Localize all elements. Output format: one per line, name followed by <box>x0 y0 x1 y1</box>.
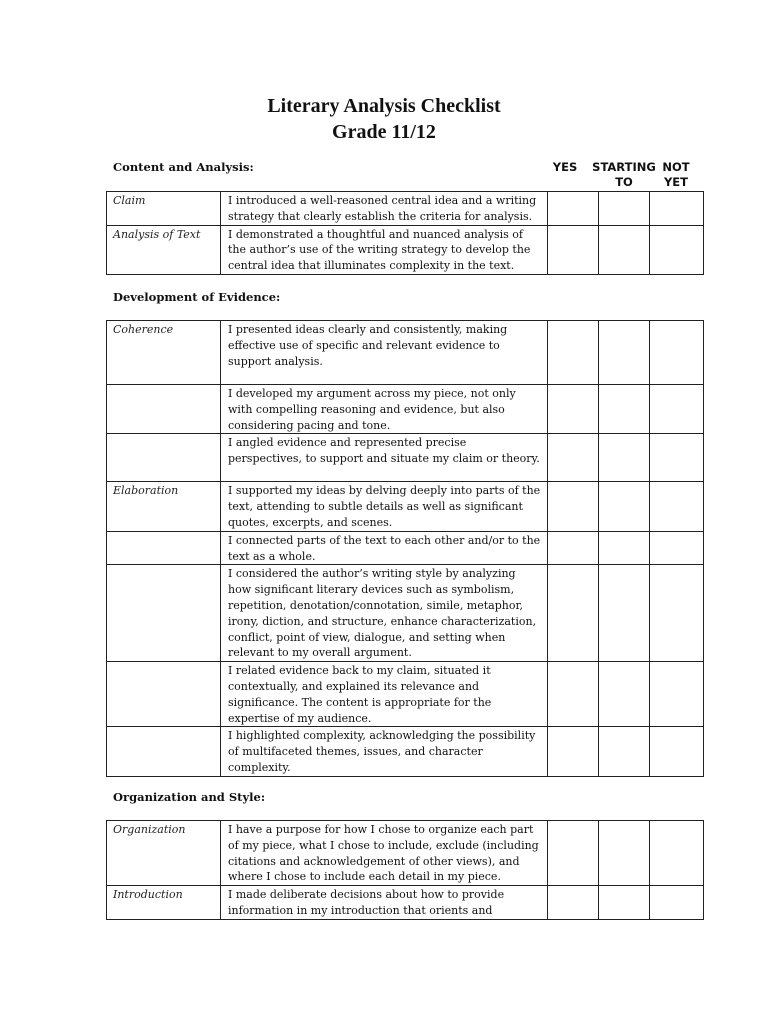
section-heading-development-of-evidence: Development of Evidence: <box>113 290 281 304</box>
organization-style-table <box>106 820 704 920</box>
starting-to-checkbox-cell[interactable] <box>599 321 650 385</box>
criterion-description: I considered the author’s writing style by analyzing how significant literary devices such as symbolism, repetition, denotation/connotation, simile, metaphor, irony, diction, and structure, enhance characterization, conflict, point of view, dialogue, and setting when relevant to my overall argument. <box>221 565 548 662</box>
starting-to-checkbox-cell[interactable] <box>599 482 650 531</box>
not-yet-checkbox-cell[interactable] <box>650 385 704 434</box>
yes-checkbox-cell[interactable] <box>548 192 599 226</box>
criterion-description: I related evidence back to my claim, situated it contextually, and explained its relevance and significance. The content is appropriate for the expertise of my audience. <box>221 662 548 727</box>
yes-checkbox-cell[interactable] <box>548 662 599 727</box>
criterion-category: Organization <box>107 821 221 886</box>
criterion-description: I supported my ideas by delving deeply into parts of the text, attending to subtle details as well as significant quotes, excerpts, and scenes. <box>221 482 548 531</box>
not-yet-checkbox-cell[interactable] <box>650 727 704 777</box>
table-row <box>107 821 704 886</box>
criterion-category <box>107 727 221 777</box>
criterion-description: I made deliberate decisions about how to provide information in my introduction that orients and <box>221 886 548 920</box>
not-yet-checkbox-cell[interactable] <box>650 662 704 727</box>
starting-to-checkbox-cell[interactable] <box>599 727 650 777</box>
column-header-yes-label: YES <box>552 160 578 174</box>
column-header-yes <box>548 160 582 175</box>
table-row <box>107 385 704 434</box>
yes-checkbox-cell[interactable] <box>548 821 599 886</box>
criterion-category: Coherence <box>107 321 221 385</box>
table-row <box>107 192 704 226</box>
criterion-description: I demonstrated a thoughtful and nuanced analysis of the author’s use of the writing strategy to develop the central idea that illuminates complexity in the text. <box>221 225 548 274</box>
starting-to-checkbox-cell[interactable] <box>599 886 650 920</box>
not-yet-checkbox-cell[interactable] <box>650 482 704 531</box>
criterion-category <box>107 434 221 482</box>
criterion-description: I have a purpose for how I chose to organize each part of my piece, what I chose to include, exclude (including citations and acknowledgement of other views), and where I chose to include each detail in my piece. <box>221 821 548 886</box>
not-yet-checkbox-cell[interactable] <box>650 225 704 274</box>
starting-to-checkbox-cell[interactable] <box>599 192 650 226</box>
table-row <box>107 886 704 920</box>
criterion-category <box>107 565 221 662</box>
not-yet-checkbox-cell[interactable] <box>650 321 704 385</box>
section-heading-organization-style: Organization and Style: <box>113 790 266 804</box>
yes-checkbox-cell[interactable] <box>548 727 599 777</box>
yes-checkbox-cell[interactable] <box>548 565 599 662</box>
table-row <box>107 727 704 777</box>
yes-checkbox-cell[interactable] <box>548 434 599 482</box>
starting-to-checkbox-cell[interactable] <box>599 385 650 434</box>
column-header-starting-to <box>592 160 656 190</box>
content-analysis-table <box>106 191 704 275</box>
criterion-description: I introduced a well-reasoned central idea and a writing strategy that clearly establish the criteria for analysis. <box>221 192 548 226</box>
criterion-category <box>107 385 221 434</box>
table-row <box>107 321 704 385</box>
criterion-category <box>107 662 221 727</box>
section-heading-content-analysis: Content and Analysis: <box>113 160 254 174</box>
not-yet-checkbox-cell[interactable] <box>650 531 704 565</box>
not-yet-checkbox-cell[interactable] <box>650 565 704 662</box>
criterion-category <box>107 531 221 565</box>
document-title-line1: Literary Analysis Checklist <box>267 95 501 117</box>
column-header-notyet-line2: YET <box>663 175 689 189</box>
starting-to-checkbox-cell[interactable] <box>599 434 650 482</box>
not-yet-checkbox-cell[interactable] <box>650 434 704 482</box>
development-evidence-table <box>106 320 704 777</box>
criterion-description: I highlighted complexity, acknowledging the possibility of multifaceted themes, issues, and character complexity. <box>221 727 548 777</box>
criterion-description: I connected parts of the text to each other and/or to the text as a whole. <box>221 531 548 565</box>
starting-to-checkbox-cell[interactable] <box>599 821 650 886</box>
criterion-category: Claim <box>107 192 221 226</box>
starting-to-checkbox-cell[interactable] <box>599 565 650 662</box>
table-row <box>107 662 704 727</box>
column-header-notyet-line1: NOT <box>662 160 690 174</box>
yes-checkbox-cell[interactable] <box>548 225 599 274</box>
yes-checkbox-cell[interactable] <box>548 531 599 565</box>
criterion-description: I presented ideas clearly and consistently, making effective use of specific and relevant evidence to support analysis. <box>221 321 548 385</box>
document-title-line2: Grade 11/12 <box>332 121 436 143</box>
starting-to-checkbox-cell[interactable] <box>599 225 650 274</box>
column-header-starting-line1: STARTING <box>592 160 656 174</box>
table-row <box>107 225 704 274</box>
table-row <box>107 482 704 531</box>
not-yet-checkbox-cell[interactable] <box>650 886 704 920</box>
starting-to-checkbox-cell[interactable] <box>599 531 650 565</box>
yes-checkbox-cell[interactable] <box>548 886 599 920</box>
criterion-category: Analysis of Text <box>107 225 221 274</box>
starting-to-checkbox-cell[interactable] <box>599 662 650 727</box>
column-header-not-yet <box>656 160 696 190</box>
criterion-description: I developed my argument across my piece, not only with compelling reasoning and evidence, but also considering pacing and tone. <box>221 385 548 434</box>
criterion-category: Introduction <box>107 886 221 920</box>
yes-checkbox-cell[interactable] <box>548 482 599 531</box>
not-yet-checkbox-cell[interactable] <box>650 821 704 886</box>
yes-checkbox-cell[interactable] <box>548 321 599 385</box>
criterion-category: Elaboration <box>107 482 221 531</box>
table-row <box>107 565 704 662</box>
table-row <box>107 434 704 482</box>
table-row <box>107 531 704 565</box>
yes-checkbox-cell[interactable] <box>548 385 599 434</box>
criterion-description: I angled evidence and represented precise perspectives, to support and situate my claim or theory. <box>221 434 548 482</box>
column-header-starting-line2: TO <box>615 175 633 189</box>
not-yet-checkbox-cell[interactable] <box>650 192 704 226</box>
